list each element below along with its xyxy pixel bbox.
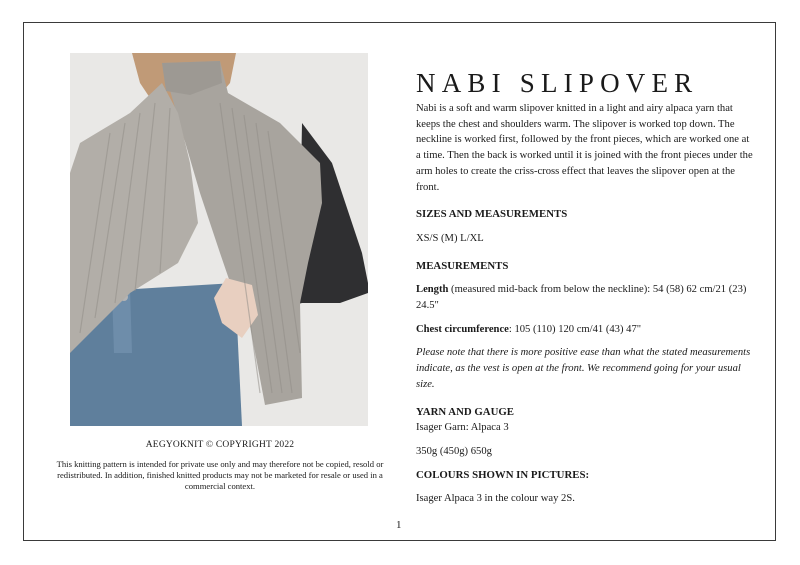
copyright-notice: AEGYOKNIT © COPYRIGHT 2022 xyxy=(145,440,295,450)
yarn-name: Isager Garn: Alpaca 3 xyxy=(416,422,509,434)
usage-disclaimer: This knitting pattern is intended for private use only and may therefore not be copied, resold or redistributed. In addition, finished knitted products may not be marketed for resale or used in a commercial context. xyxy=(56,459,384,492)
yarn-amounts: 350g (450g) 650g xyxy=(416,445,492,457)
length-label: Length xyxy=(416,284,449,296)
colours-value: Isager Alpaca 3 in the colour way 2S. xyxy=(416,493,575,505)
pattern-title: NABI SLIPOVER xyxy=(416,68,699,98)
chest-measurement xyxy=(416,322,756,338)
yarn-heading: YARN AND GAUGE xyxy=(416,405,514,418)
product-photo xyxy=(70,53,368,426)
page-number: 1 xyxy=(396,519,402,531)
ease-note: Please note that there is more positive ease than what the stated measurements indicate, as the vest is open at the front. We recommend going for your usual size. xyxy=(416,347,751,390)
colours-heading: COLOURS SHOWN IN PICTURES: xyxy=(416,468,590,481)
chest-text: : 105 (110) 120 cm/41 (43) 47" xyxy=(508,323,642,335)
length-text: (measured mid-back from below the neckline): 54 (58) 62 cm/21 (23) 24.5" xyxy=(416,284,747,312)
sizes-value: XS/S (M) L/XL xyxy=(416,232,484,244)
chest-label: Chest circumference xyxy=(416,323,509,335)
slipover-model-illustration xyxy=(70,53,368,426)
pattern-details xyxy=(416,101,756,507)
length-measurement xyxy=(416,282,756,313)
measurements-heading: MEASUREMENTS xyxy=(416,259,509,272)
sizes-heading: SIZES AND MEASUREMENTS xyxy=(416,208,568,221)
intro-paragraph: Nabi is a soft and warm slipover knitted in a light and airy alpaca yarn that keeps the chest and shoulders warm. The slipover is worked top down. The neckline is worked first, followed by the front pieces, which are worked one at a time. Then the back is worked until it is joined with the front pieces under the arm holes to create the criss-cross effect that leaves the slipover open at the front. xyxy=(416,103,753,193)
